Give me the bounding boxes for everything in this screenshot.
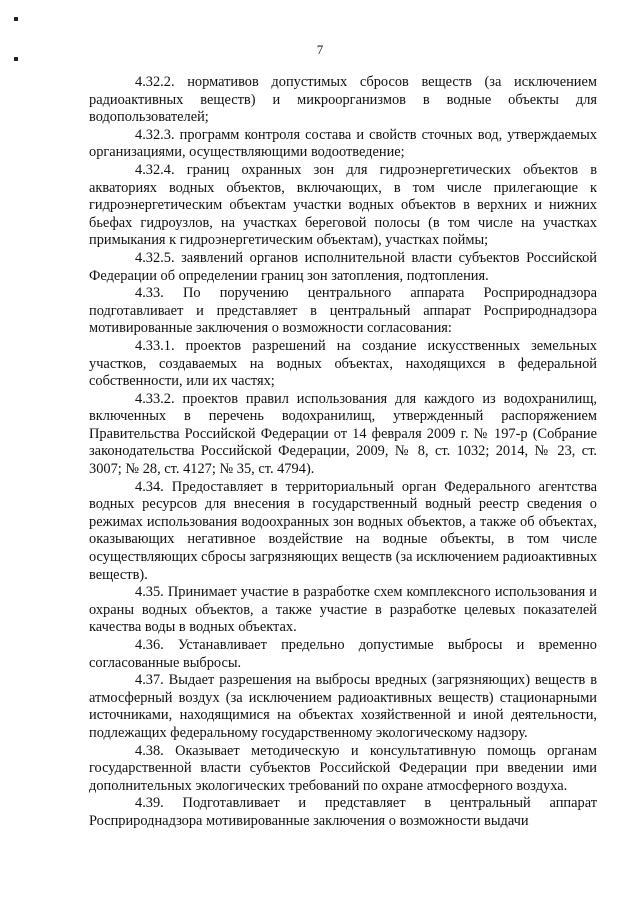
paragraph-4-32-5: 4.32.5. заявлений органов исполнительной власти субъектов Российской Федерации об определении границ зон затопления, подтопления. — [89, 249, 597, 284]
paragraph-4-32-3: 4.32.3. программ контроля состава и свойств сточных вод, утверждаемых организациями, осуществляющими водоотведение; — [89, 126, 597, 161]
page-number: 7 — [316, 42, 324, 57]
paragraph-4-33-2: 4.33.2. проектов правил использования для каждого из водохранилищ, включенных в перечень водохранилищ, утвержденный распоряжением Правительства Российской Федерации от 14 февраля 2009 г. № 197-р (Собрание законодательства Российской Федерации, 2009, № 8, ст. 1032; 2014, № 23, ст. 3007; № 28, ст. 4127; № 35, ст. 4794). — [89, 390, 597, 478]
paragraph-4-33-1: 4.33.1. проектов разрешений на создание искусственных земельных участков, создаваемых на водных объектах, находящихся в федеральной собственности, или их частях; — [89, 337, 597, 390]
paragraph-4-33: 4.33. По поручению центрального аппарата Росприроднадзора подготавливает и представляет в центральный аппарат Росприроднадзора мотивированные заключения о возможности согласования: — [89, 285, 597, 337]
paragraph-4-39: 4.39. Подготавливает и представляет в центральный аппарат Росприроднадзора мотивированные заключения о возможности выдачи — [89, 795, 597, 829]
paragraph-4-35: 4.35. Принимает участие в разработке схем комплексного использования и охраны водных объектов, а также участие в разработке целевых показателей качества воды в водных объектах. — [89, 584, 597, 636]
document-body — [89, 74, 597, 831]
paragraph-4-37: 4.37. Выдает разрешения на выбросы вредных (загрязняющих) веществ в атмосферный воздух (за исключением радиоактивных веществ) стационарными источниками, находящимися на объектах хозяйственной и иной деятельности, подлежащих федеральному государственному экологическому надзору. — [89, 672, 597, 741]
paragraph-4-38: 4.38. Оказывает методическую и консультативную помощь органам государственной власти субъектов Российской Федерации при введении ими дополнительных экологических требований по охране атмосферного воздуха. — [89, 742, 597, 794]
scan-mark — [14, 17, 18, 21]
paragraph-4-32-4: 4.32.4. границ охранных зон для гидроэнергетических объектов в акваториях водных объектов, включающих, в том числе прилегающие к гидроэнергетическим объектам участки водных объектов в верхних и нижних бьефах гидроузлов, на участках береговой полосы (в том числе на участках примыкания к гидроэнергетическим объектам), участках поймы; — [89, 161, 597, 249]
paragraph-4-36: 4.36. Устанавливает предельно допустимые выбросы и временно согласованные выбросы. — [89, 637, 597, 671]
paragraph-4-32-2: 4.32.2. нормативов допустимых сбросов веществ (за исключением радиоактивных веществ) и микроорганизмов в водные объекты для водопользователей; — [89, 74, 597, 126]
paragraph-4-34: 4.34. Предоставляет в территориальный орган Федерального агентства водных ресурсов для внесения в государственный водный реестр сведения о режимах использования водоохранных зон водных объектов, а также об объектах, оказывающих негативное воздействие на водные объекты, в том числе осуществляющих сбросы загрязняющих веществ (за исключением радиоактивных веществ). — [89, 478, 597, 583]
